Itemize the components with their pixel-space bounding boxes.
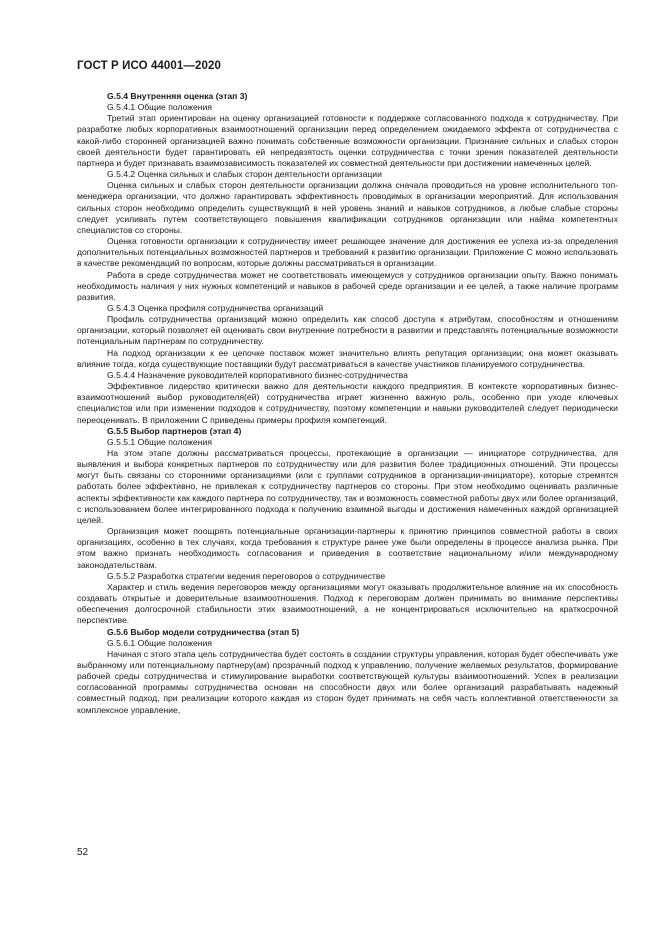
subsection-heading: G.5.5.1 Общие положения <box>107 436 212 447</box>
body-paragraph: Эффективное лидерство критически важно для деятельности каждого предприятия. В контексте корпоративных бизнес-взаимоотношений выбор руководителя(ей) сотрудничества играет жизненно важную роль, особенно при уходе ключевых специалистов или при изменении подходов к сотрудничеству, поэтому компетенции и навыки руководителей следует периодически переоценивать. В приложении С приведены примеры профиля компетенций. <box>77 381 618 425</box>
body-paragraph: Организация может поощрять потенциальные организации-партнеры к принятию принципов совместной работы в своих организациях, особенно в тех случаях, когда требования к структуре ранее уже были определены в процессе анализа рынка. При этом важно признать необходимость согласования и приведения в соответствие национальному и/или международному законодательствам. <box>77 526 618 570</box>
subsection-heading: G.5.5.2 Разработка стратегии ведения переговоров о сотрудничестве <box>107 570 386 581</box>
subsection-heading: G.5.4.3 Оценка профиля сотрудничества организаций <box>107 302 324 313</box>
subsection-heading: G.5.4.2 Оценка сильных и слабых сторон деятельности организации <box>107 169 382 180</box>
document-body <box>77 91 618 716</box>
section-heading: G.5.4 Внутренняя оценка (этап 3) <box>107 91 248 101</box>
body-paragraph: Третий этап ориентирован на оценку организацией готовности к поддержке согласованного подхода к сотрудничеству. При разработке любых корпоративных взаимоотношений организации перед определением ожидаемого эффекта от сотрудничества с какой-либо сторонней организацией важно понимать собственные возможности организации. Признание сильных и слабых сторон своей деятельности будет гарантировать ей непредвзятость оценки сотрудничества с точки зрения показателей деятельности партнера и будет признавать взаимозависимость показателей их совместной деятельности при достижении намеченных целей. <box>77 113 618 168</box>
section-heading: G.5.6 Выбор модели сотрудничества (этап 5) <box>107 626 300 637</box>
body-paragraph: На подход организации к ее цепочке поставок может значительно влиять репутация организации; она может оказывать влияние тогда, когда существующие поставщики будут рассматриваться в качестве участников планируемого сотрудничества. <box>77 347 618 369</box>
body-paragraph: Оценка готовности организации к сотрудничеству имеет решающее значение для достижения ее успеха из-за определения дополнительных потенциальных возможностей партнеров и требований к развитию организации. Приложение С можно использовать в качестве рекомендаций по вопросам, которые должны рассматриваться в организации. <box>77 236 618 269</box>
body-paragraph: Профиль сотрудничества организаций можно определить как способ доступа к атрибутам, способностям и отношениям организации, который позволяет ей оценивать свои внутренние потребности в развитии и представлять потенциальные возможности потенциальным партнерам по сотрудничеству. <box>77 314 618 347</box>
document-header: ГОСТ Р ИСО 44001—2020 <box>77 60 222 72</box>
subsection-heading: G.5.4.1 Общие положения <box>107 102 212 113</box>
section-heading: G.5.5 Выбор партнеров (этап 4) <box>107 425 242 436</box>
body-paragraph: Начиная с этого этапа цель сотрудничества будет состоять в создании структуры управления, которая будет обеспечивать уже выбранному или потенциальному партнеру(ам) прозрачный подход к управлению, получение желаемых результатов, формирование рабочей среды сотрудничества и стимулирование выработки соответствующей культуры взаимоотношений. Успех в реализации согласованной программы сотрудничества основан на способности двух или более организаций разрабатывать надежный совместный подход, при реализации которого каждая из сторон будет принимать на себя часть коллективной ответственности за комплексное управление, <box>77 648 618 715</box>
subsection-heading: G.5.6.1 Общие положения <box>107 637 212 648</box>
body-paragraph: На этом этапе должны рассматриваться процессы, протекающие в организации — инициаторе сотрудничества, для выявления и выбора конкретных партнеров по сотрудничеству или для развития более традиционных отношений. Эти процессы могут быть связаны со сторонними организациями (или с группами сотрудников в организации-инициаторе), которые стремятся работать более эффективно, не привлекая к сотрудничеству партнеров со стороны. При этом необходимо оценивать различные аспекты эффективности как каждого партнера по сотрудничеству, так и возможность совместной работы двух или более организаций, с использованием более интегрированного подхода к получению взаимной выгоды и достижения намеченных каждой организацией целей. <box>77 448 618 525</box>
subsection-heading: G.5.4.4 Назначение руководителей корпоративного бизнес-сотрудничества <box>107 369 408 380</box>
body-paragraph: Характер и стиль ведения переговоров между организациями могут оказывать продолжительное влияние на их способность создавать открытые и доверительные взаимоотношения. Подход к переговорам должен принимать во внимание перспективы обеспечения долгосрочной стабильности этих взаимоотношений, а не концентрироваться исключительно на краткосрочной перспективе. <box>77 581 618 626</box>
body-paragraph: Оценка сильных и слабых сторон деятельности организации должна сначала проводиться на уровне исполнительного топ-менеджера организации, что должно гарантировать эффективность проводимых в организации мероприятий. Для использования сильных сторон необходимо определить существующий в ней уровень знаний и навыков сотрудников, а любые слабые стороны следует усиливать путем соответствующего повышения квалификации сотрудников организации или найма компетентных специалистов со стороны. <box>77 180 618 235</box>
page-number: 52 <box>77 847 89 858</box>
body-paragraph: Работа в среде сотрудничества может не соответствовать имеющемуся у сотрудников организации опыту. Важно понимать необходимость наличия у них нужных компетенций и навыков в рабочей среде организации и ее целей, а также наличие программ развития. <box>77 269 618 302</box>
